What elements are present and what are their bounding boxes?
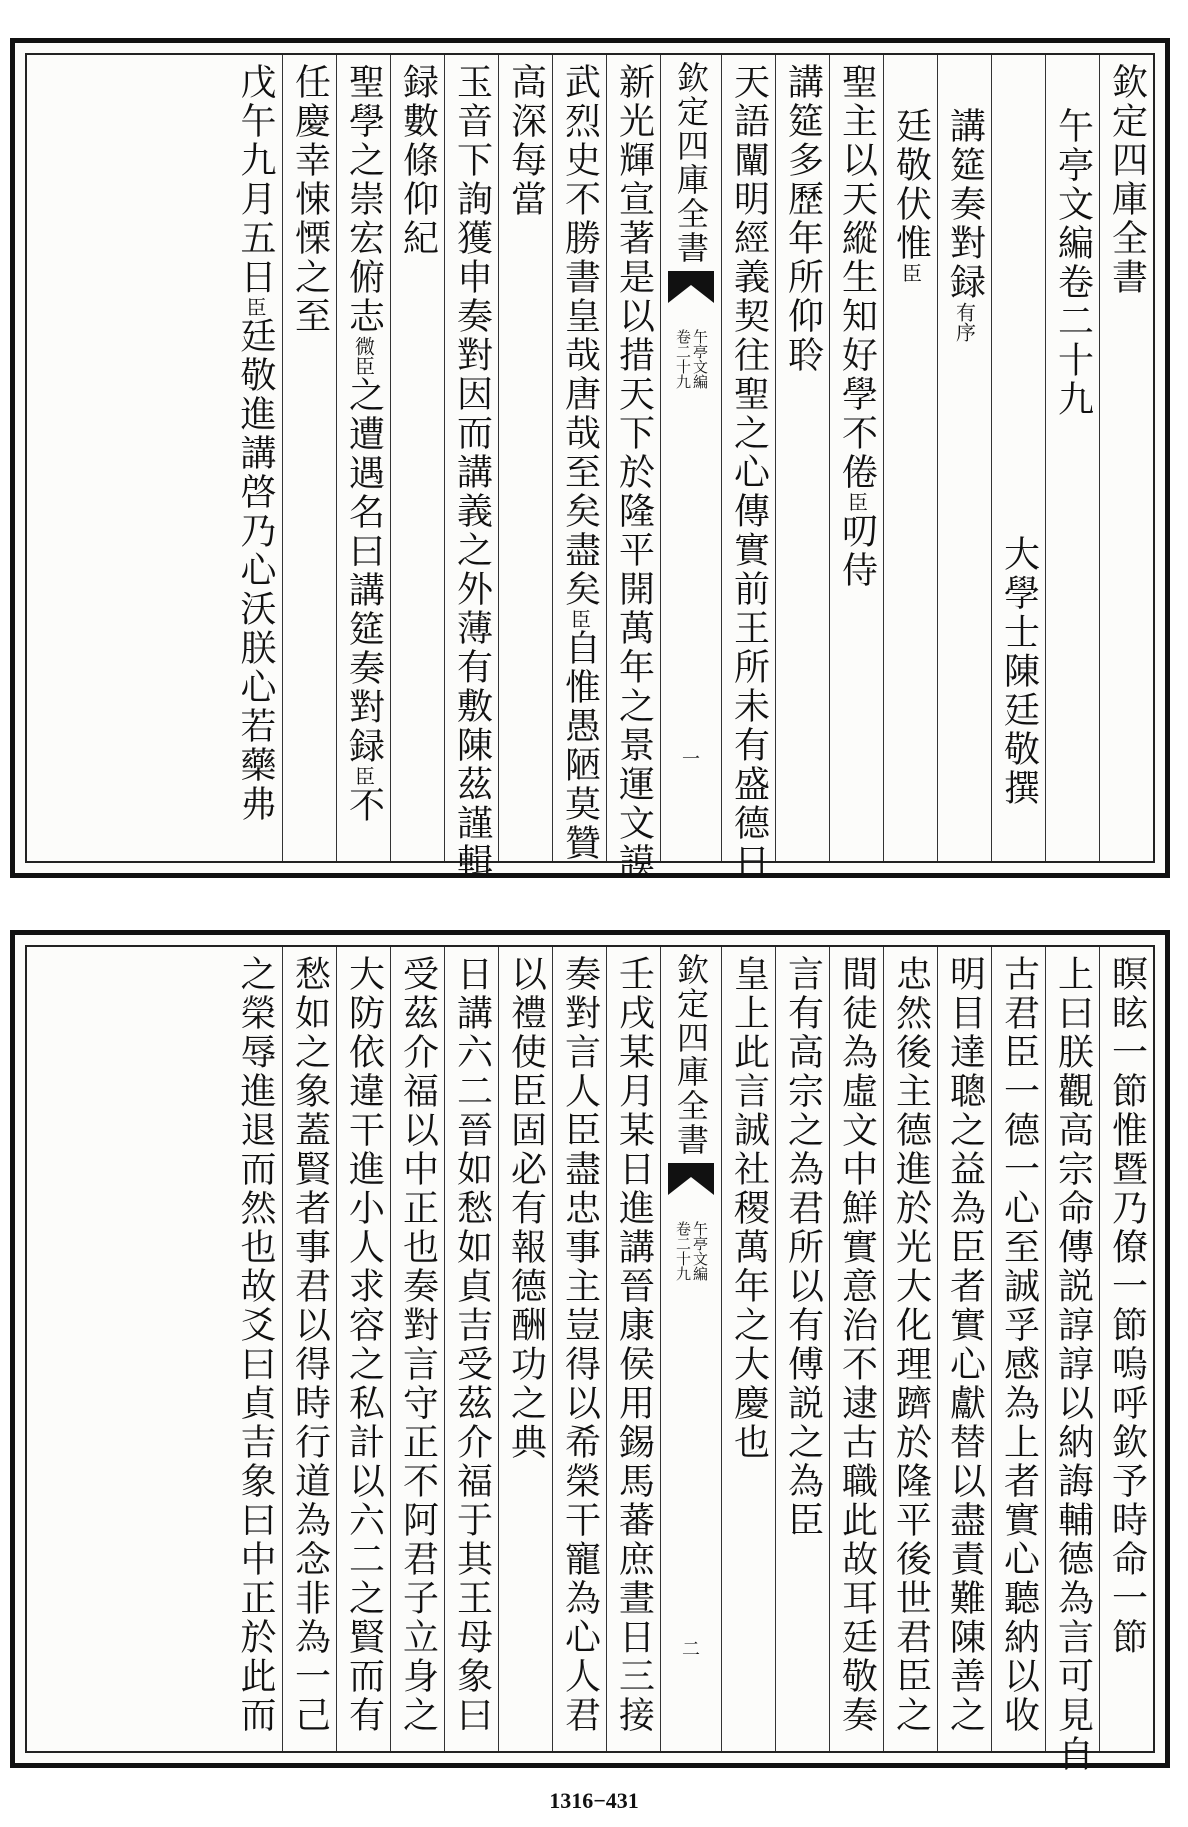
text-column [282, 947, 336, 1751]
gutter-book-title: 午亭文編 [691, 1221, 709, 1281]
text-column [498, 55, 552, 861]
column-text [284, 955, 336, 1735]
column-text [1047, 107, 1099, 419]
gutter-book-title: 午亭文編 [691, 329, 709, 389]
small-honorific: 臣 [243, 297, 267, 317]
text-column [775, 947, 829, 1751]
column-text [831, 63, 883, 590]
gutter-title: 欽定四庫全書 [672, 61, 710, 265]
text-column [991, 947, 1045, 1751]
text-run: 聖主以天縱生知好學不倦 [836, 63, 878, 492]
column-text [723, 955, 775, 1462]
column-text [392, 63, 444, 258]
text-column [775, 55, 829, 861]
small-honorific: 臣 [844, 492, 869, 512]
column-text [392, 955, 444, 1735]
text-run: 忠然後主德進於光大化理躋於隆平後世君臣之 [890, 955, 932, 1735]
column-text [608, 955, 660, 1735]
text-run: 講筵多歷年所仰聆 [782, 63, 824, 375]
column-text [1047, 955, 1099, 1774]
text-run: 皇上此言誠社稷萬年之大慶也 [728, 955, 770, 1462]
column-text [338, 63, 390, 825]
fishtail-mark-icon [668, 271, 714, 311]
text-run: 之遭遇名曰講筵奏對録 [343, 376, 385, 766]
text-column [390, 55, 444, 861]
text-column [721, 55, 775, 882]
small-honorific: 臣 [567, 609, 592, 629]
text-run: 受茲介福以中正也奏對言守正不阿君子立身之 [397, 955, 439, 1735]
text-run: 自惟愚陋莫贊 [559, 629, 601, 863]
text-column [336, 947, 390, 1751]
text-run: 上曰朕觀高宗命傳説諄諄以納誨輔德為言可見自 [1052, 955, 1094, 1774]
text-column [228, 947, 282, 1751]
text-run: 武烈史不勝書皇哉唐哉至矣盡矣 [559, 63, 601, 609]
text-run: 間徒為虛文中鮮實意治不逮古職此故耳廷敬奏 [836, 955, 878, 1735]
gutter-title: 欽定四庫全書 [672, 953, 710, 1157]
text-run: 奏對言人臣盡忠事主豈得以希榮干寵為心人君 [559, 955, 601, 1735]
column-text [993, 955, 1045, 1735]
column-text [446, 955, 498, 1735]
column-text [885, 107, 937, 283]
text-column [937, 947, 991, 1751]
column-text [608, 63, 660, 882]
gutter-leaf-number: 一 [682, 749, 700, 770]
text-run: 天語闡明經義契往聖之心傳實前王所未有盛德日 [728, 63, 770, 882]
text-run: 言有高宗之為君所以有傅説之為臣 [782, 955, 824, 1540]
text-run: 講筵奏對録 [944, 107, 986, 302]
column-text [500, 63, 552, 219]
gutter-volume-number: 卷二十九 [674, 1221, 692, 1281]
text-run: 午亭文編卷二十九 [1052, 107, 1094, 419]
column-text [554, 63, 606, 863]
column-text [777, 955, 829, 1540]
upper-leaf [10, 38, 1170, 882]
column-text [831, 955, 883, 1735]
text-column [606, 55, 660, 882]
column-text [723, 63, 775, 882]
text-run: 不 [343, 786, 385, 825]
text-run: 高深每當 [505, 63, 547, 219]
text-run: 廷敬進講啓乃心沃朕心若藥弗 [235, 317, 276, 824]
text-column [1099, 55, 1153, 861]
column-text [446, 63, 498, 882]
small-honorific: 臣 [898, 263, 923, 283]
center-gutter [660, 55, 721, 861]
text-column [444, 55, 498, 882]
small-honorific: 有序 [952, 302, 977, 342]
column-text [338, 955, 390, 1735]
text-column [228, 55, 282, 861]
text-column [498, 947, 552, 1751]
column-text [777, 63, 829, 375]
text-run: 廷敬伏惟 [890, 107, 932, 263]
center-gutter [660, 947, 721, 1751]
text-run: 録數條仰紀 [397, 63, 439, 258]
text-column [1045, 55, 1099, 861]
text-run: 日講六二晉如愁如貞吉受茲介福于其王母象曰 [451, 955, 493, 1735]
column-text [1101, 63, 1153, 297]
text-column [606, 947, 660, 1751]
small-honorific: 臣 [351, 766, 376, 786]
text-column [883, 947, 937, 1751]
column-text [229, 955, 281, 1735]
text-column [937, 55, 991, 861]
text-run: 之榮辱進退而然也故爻曰貞吉象曰中正於此而 [235, 955, 276, 1735]
text-column [336, 55, 390, 861]
text-run: 戊午九月五日 [235, 63, 276, 297]
text-column [390, 947, 444, 1751]
gutter-volume-label [674, 329, 708, 389]
column-text [229, 63, 281, 824]
text-run: 愁如之象蓋賢者事君以得時行道為念非為一己 [289, 955, 331, 1735]
text-run: 以禮使臣固必有報德酬功之典 [505, 955, 547, 1462]
text-run: 大學士陳廷敬撰 [998, 535, 1040, 808]
text-column [552, 55, 606, 861]
text-run: 大防依違干進小人求容之私計以六二之賢而有 [343, 955, 385, 1735]
column-text [554, 955, 606, 1735]
text-run: 新光輝宣著是以措天下於隆平開萬年之景運文謨 [613, 63, 655, 882]
small-honorific: 微臣 [351, 336, 376, 376]
text-column [721, 947, 775, 1751]
text-run: 玉音下詢獲申奏對因而講義之外薄有敷陳茲謹輯 [451, 63, 493, 882]
column-text [1101, 955, 1153, 1657]
text-column [829, 55, 883, 861]
text-run: 古君臣一德一心至誠孚感為上者實心聽納以收 [998, 955, 1040, 1735]
text-run: 聖學之崇宏俯志 [343, 63, 385, 336]
column-text [939, 955, 991, 1735]
lower-leaf-columns [25, 945, 1155, 1774]
column-text [993, 535, 1045, 808]
page-number-footer: 1316−431 [549, 1788, 639, 1813]
text-column [829, 947, 883, 1751]
lower-leaf [10, 930, 1170, 1774]
text-run: 瞑眩一節惟暨乃僚一節嗚呼欽予時命一節 [1106, 955, 1148, 1657]
gutter-leaf-number: 二 [682, 1639, 700, 1660]
text-column [1045, 947, 1099, 1774]
text-run: 明目達聰之益為臣者實心獻替以盡責難陳善之 [944, 955, 986, 1735]
text-run: 欽定四庫全書 [1106, 63, 1148, 297]
text-column [282, 55, 336, 861]
upper-leaf-columns [25, 53, 1155, 882]
column-text [500, 955, 552, 1462]
text-run: 壬戌某月某日進講晉康侯用錫馬蕃庶晝日三接 [613, 955, 655, 1735]
fishtail-mark-icon [668, 1163, 714, 1203]
gutter-volume-number: 卷二十九 [674, 329, 692, 389]
text-column [991, 55, 1045, 861]
column-text [939, 107, 991, 342]
column-text [885, 955, 937, 1735]
text-column [552, 947, 606, 1751]
gutter-volume-label [674, 1221, 708, 1281]
text-column [1099, 947, 1153, 1751]
text-column [883, 55, 937, 861]
column-text [284, 63, 336, 336]
text-run: 叨侍 [836, 512, 878, 590]
text-run: 任慶幸悚慄之至 [289, 63, 331, 336]
text-column [444, 947, 498, 1751]
